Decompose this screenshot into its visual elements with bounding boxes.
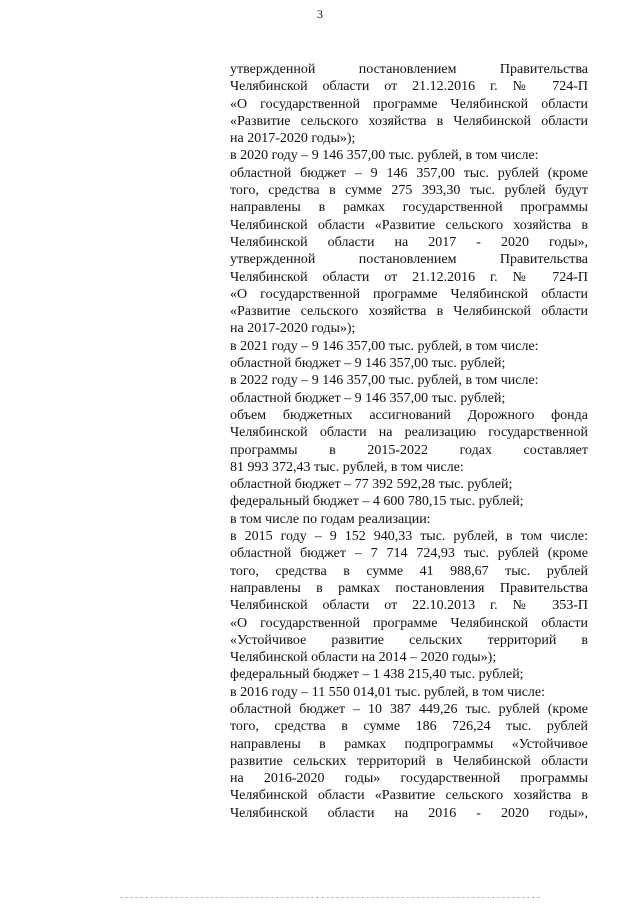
text-line: областной бюджет – 77 392 592,28 тыс. рублей; — [230, 477, 513, 493]
text-line: в 2020 году – 9 146 357,00 тыс. рублей, в том числе: — [230, 148, 539, 164]
text-line: областной бюджет – 9 146 357,00 тыс. рублей; — [230, 390, 506, 406]
text-line: на 2017-2020 годы»); — [230, 321, 356, 337]
text-line: Челябинской области «Развитие сельского хозяйства в — [230, 217, 588, 233]
text-line: на 2017-2020 годы»); — [230, 131, 356, 147]
text-line: Челябинской области «Развитие сельского хозяйства в — [230, 788, 588, 804]
text-line: Челябинской области на реализацию государственной — [230, 425, 588, 441]
text-line: Челябинской области на 2014 – 2020 годы»); — [230, 650, 497, 666]
text-line: объем бюджетных ассигнований Дорожного фонда — [230, 407, 588, 423]
text-line: областной бюджет – 9 146 357,00 тыс. рублей (кроме — [230, 165, 588, 181]
text-line: областной бюджет – 7 714 724,93 тыс. рублей (кроме — [230, 546, 588, 562]
text-line: 81 993 372,43 тыс. рублей, в том числе: — [230, 459, 464, 475]
text-line: утвержденной постановлением Правительства — [230, 252, 588, 268]
scan-edge-line — [120, 897, 540, 899]
text-line: направлены в рамках подпрограммы «Устойчивое — [230, 736, 588, 752]
page-number: 3 — [317, 7, 323, 21]
text-line: программы в 2015-2022 годах составляет — [230, 442, 588, 458]
text-line: на 2016-2020 годы» государственной программы — [230, 771, 588, 787]
text-line: в 2022 году – 9 146 357,00 тыс. рублей, в том числе: — [230, 373, 539, 389]
text-line: в 2021 году – 9 146 357,00 тыс. рублей, в том числе: — [230, 338, 539, 354]
text-line: Челябинской области на 2017 - 2020 годы», — [230, 234, 588, 250]
text-line: «О государственной программе Челябинской области — [230, 96, 588, 112]
text-line: областной бюджет – 9 146 357,00 тыс. рублей; — [230, 356, 506, 372]
text-line: федеральный бюджет – 4 600 780,15 тыс. рублей; — [230, 494, 524, 510]
text-line: Челябинской области от 21.12.2016 г. № 724-П — [230, 79, 588, 95]
text-line: Челябинской области от 21.12.2016 г. № 724-П — [230, 269, 588, 285]
text-line: федеральный бюджет – 1 438 215,40 тыс. рублей; — [230, 667, 524, 683]
text-line: в том числе по годам реализации: — [230, 511, 431, 527]
text-line: областной бюджет – 10 387 449,26 тыс. рублей (кроме — [230, 701, 588, 717]
text-line: «Развитие сельского хозяйства в Челябинской области — [230, 113, 588, 129]
text-line: «Развитие сельского хозяйства в Челябинской области — [230, 304, 588, 320]
text-line: утвержденной постановлением Правительства — [230, 62, 588, 77]
text-line: «О государственной программе Челябинской области — [230, 615, 588, 631]
text-line: «О государственной программе Челябинской области — [230, 286, 588, 302]
text-line: в 2015 году – 9 152 940,33 тыс. рублей, в том числе: — [230, 529, 588, 545]
text-line: Челябинской области от 22.10.2013 г. № 353-П — [230, 598, 588, 614]
text-line: того, средства в сумме 275 393,30 тыс. рублей будут — [230, 183, 588, 199]
document-body — [230, 61, 588, 822]
text-line: в 2016 году – 11 550 014,01 тыс. рублей, в том числе: — [230, 684, 546, 700]
text-line: того, средства в сумме 41 988,67 тыс. рублей — [230, 563, 588, 579]
text-line: развитие сельских территорий в Челябинской области — [230, 753, 588, 769]
text-line: Челябинской области на 2016 - 2020 годы», — [230, 805, 588, 821]
text-line: направлены в рамках государственной программы — [230, 200, 588, 216]
text-line: того, средства в сумме 186 726,24 тыс. рублей — [230, 719, 588, 735]
text-line: «Устойчивое развитие сельских территорий в — [230, 632, 588, 648]
text-line: направлены в рамках постановления Правительства — [230, 580, 588, 596]
